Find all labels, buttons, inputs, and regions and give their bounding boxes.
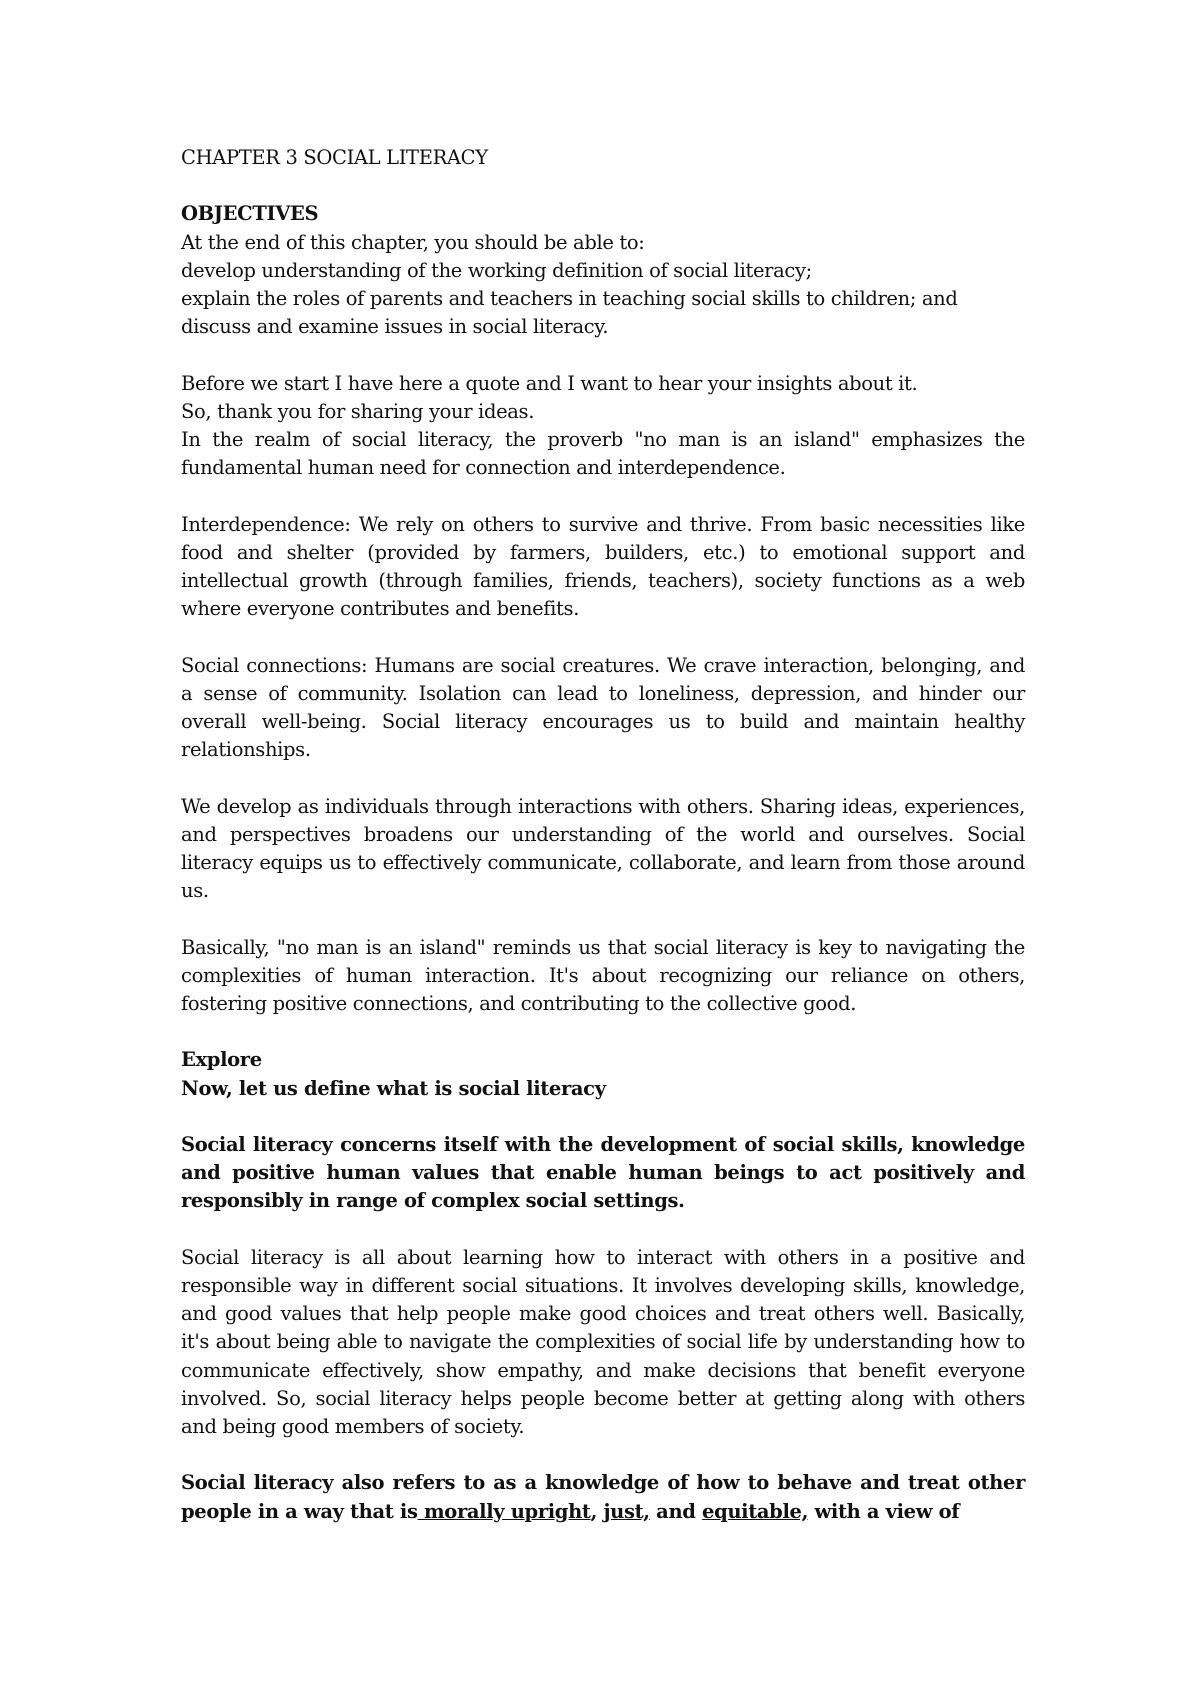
objective-item: develop understanding of the working definition of social literacy;	[181, 258, 812, 282]
objectives-intro: At the end of this chapter, you should be able to:	[181, 230, 645, 254]
social-connections-paragraph: Social connections: Humans are social creatures. We crave interaction, belonging, and a sense of community. Isolation can lead to loneliness, depression, and hinder our overall well-being. Social literacy encourages us to build and maintain healthy relationships.	[181, 653, 1025, 762]
also-refers-tail: with a view of	[808, 1499, 960, 1523]
quote-intro-line: So, thank you for sharing your ideas.	[181, 399, 535, 423]
chapter-title: CHAPTER 3 SOCIAL LITERACY	[181, 146, 488, 169]
explore-heading: Explore	[181, 1048, 262, 1072]
spacer	[181, 1018, 1025, 1046]
spacer	[181, 341, 1025, 369]
explanation-paragraph: Social literacy is all about learning how to interact with others in a positive and responsible way in different social situations. It involves developing skills, knowledge, and good values that help people make good choices and treat others well. Basically, it's about being able to navigate the complexities of social life by understanding how to communicate effectively, show empathy, and make decisions that benefit everyone involved. So, social literacy helps people become better at getting along with others and being good members of society.	[181, 1245, 1025, 1438]
quote-intro-line: Before we start I have here a quote and I want to hear your insights about it.	[181, 371, 918, 395]
spacer	[181, 1103, 1025, 1131]
spacer	[181, 172, 1025, 200]
also-refers-paragraph	[181, 1469, 1025, 1525]
interdependence-paragraph: Interdependence: We rely on others to survive and thrive. From basic necessities like food and shelter (provided by farmers, builders, etc.) to emotional support and intellectual growth (through families, friends, teachers), society functions as a web where everyone contributes and benefits.	[181, 512, 1025, 621]
develop-paragraph: We develop as individuals through interactions with others. Sharing ideas, experiences, and perspectives broadens our understanding of the world and ourselves. Social literacy equips us to effectively communicate, collaborate, and learn from those around us.	[181, 794, 1025, 903]
definition-paragraph: Social literacy concerns itself with the development of social skills, knowledge and positive human values that enable human beings to act positively and responsibly in range of complex social settings.	[181, 1132, 1025, 1213]
document-body	[181, 144, 1025, 1526]
term-morally-upright: morally upright	[417, 1499, 591, 1523]
spacer	[181, 1216, 1025, 1244]
also-refers-text: Social literacy also refers to as a knowledge of how to behave and treat other people in a way that is	[181, 1471, 1025, 1523]
spacer	[181, 1441, 1025, 1469]
term-just: just,	[603, 1499, 650, 1523]
objective-item: explain the roles of parents and teachers in teaching social skills to children; and	[181, 287, 958, 310]
spacer	[181, 482, 1025, 510]
spacer	[181, 905, 1025, 933]
objectives-heading: OBJECTIVES	[181, 202, 319, 226]
basically-paragraph: Basically, "no man is an island" reminds us that social literacy is key to navigating the complexities of human interaction. It's about recognizing our reliance on others, fostering positive connections, and contributing to the collective good.	[181, 935, 1025, 1015]
objective-item: discuss and examine issues in social literacy.	[181, 315, 609, 339]
spacer	[181, 764, 1025, 792]
spacer	[181, 623, 1025, 651]
separator: ,	[590, 1499, 604, 1523]
term-equitable: equitable,	[702, 1499, 809, 1523]
proverb-paragraph: In the realm of social literacy, the proverb "no man is an island" emphasizes the fundamental human need for connection and interdependence.	[181, 428, 1025, 480]
separator: and	[649, 1499, 703, 1523]
explore-subheading: Now, let us define what is social literacy	[181, 1076, 606, 1100]
